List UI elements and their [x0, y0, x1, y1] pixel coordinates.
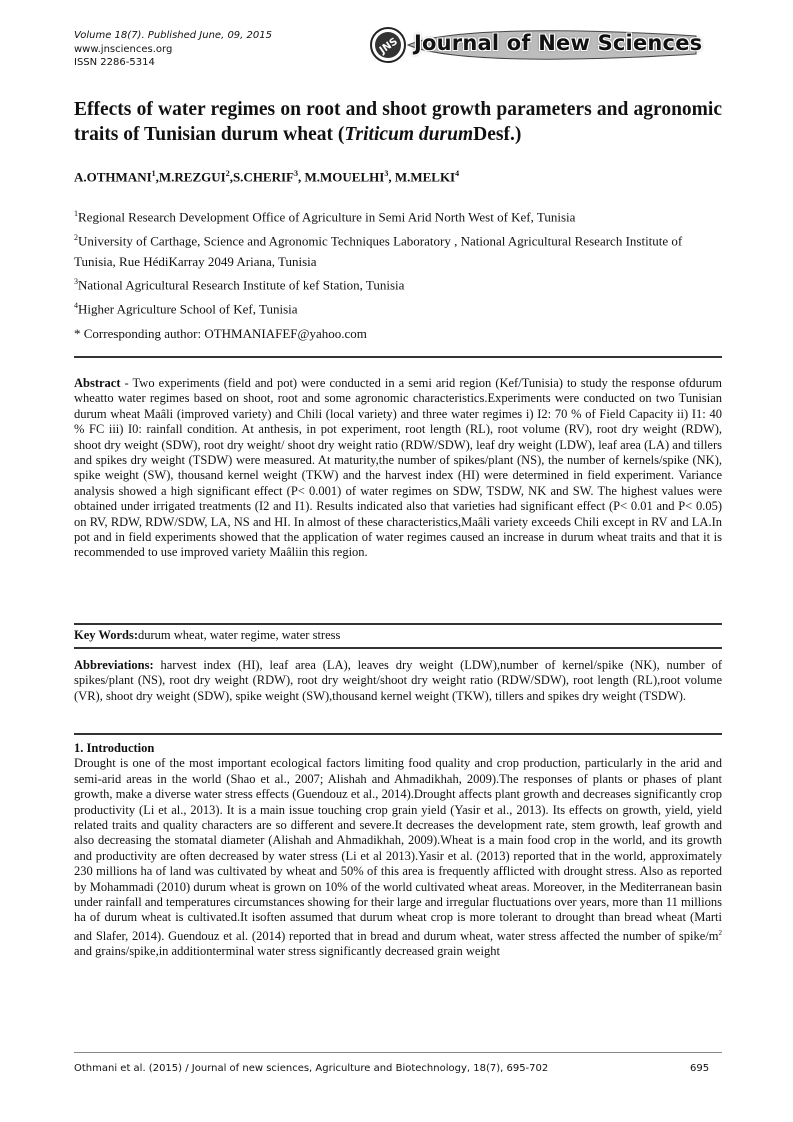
- introduction-section: [74, 741, 722, 960]
- author-name: , M.MOUELHI: [298, 169, 385, 185]
- keywords-label: Key Words:: [74, 628, 139, 642]
- keywords: [74, 628, 722, 643]
- keywords-text: durum wheat, water regime, water stress: [138, 628, 341, 642]
- page-number: 695: [690, 1063, 710, 1074]
- intro-text-cont: and grains/spike,in additionterminal water stress significantly decreased grain weight: [74, 944, 500, 959]
- affiliation: [74, 228, 722, 272]
- footer-divider: [74, 1052, 722, 1053]
- affiliation-sup: 1: [74, 209, 78, 218]
- author-name: ,M.REZGUI: [155, 169, 226, 185]
- affiliations: [74, 204, 722, 320]
- abstract-text: - Two experiments (field and pot) were conducted in a semi arid region (Kef/Tunisia) to study the response ofdurum wheatto water regimes based on shoot, root and some agronomic characteristics.Experiments were conducted on two Tunisian durum wheat Maâli (improved variety) and Chili (local variety) and three water regimes i) I2: 70 % of Field Capacity ii) I1: 40 % FC iii) I0: rainfall condition. At anthesis, in pot experiment, root length (RL), root volume (RV), root dry weight (RDW), shoot dry weight (SDW), root dry weight/ shoot dry weight ratio (RDW/SDW), leaf dry weight (LDW), leaf area (LA) and tillers and spikes dry weight (TSDW) were measured. At maturity,the number of spikes/plant (NS), the number of kernels/spike (NK), spike weight (SW), thousand kernel weight (TKW) and the harvest index (HI) were determined in field experiment. Variance analysis showed a high significant effect (P< 0.001) of water regimes on SDW, TSDW, NK and SW. The highest values were obtained under irrigated treatments (I2 and I1). Results indicated also that varieties had significant effect (P< 0.01 and P< 0.05) on RV, RDW, RDW/SDW, LA, NS and HI. In almost of these characteristics,Maâli variety exceeds Chili except in RV and LA.In pot and in field experiments showed that the application of water regimes caused an increase in durum wheat traits and that it is recommended to use improved variety Maâliin this region.: [74, 376, 722, 560]
- author-sup: 2: [225, 169, 230, 178]
- affiliation: [74, 204, 722, 228]
- affiliation-sup: 2: [74, 232, 78, 242]
- footer-citation: Othmani et al. (2015) / Journal of new sciences, Agriculture and Biotechnology, 18(7), 695-702: [74, 1063, 549, 1074]
- abstract-label: Abstract: [74, 376, 121, 390]
- abstract: [74, 376, 722, 561]
- author-sup: 3: [294, 169, 298, 178]
- abbreviations-text: harvest index (HI), leaf area (LA), leaves dry weight (LDW),number of kernel/spike (NK), number of spikes/plant (NS), root dry weight (RDW), root dry weight/shoot dry weight ratio (RDW/SDW), root length (RL),root volume (VR), shoot dry weight (SDW), spike weight (SW),thousand kernel weight (TKW), tillers and spikes dry weight (TSDW).: [74, 658, 722, 703]
- author-sup: 3: [384, 169, 389, 178]
- affiliation: [74, 272, 722, 296]
- corresponding-author: * Corresponding author: OTHMANIAFEF@yahoo.com: [74, 326, 367, 341]
- affiliation-text: Higher Agriculture School of Kef, Tunisia: [78, 301, 298, 317]
- author-list: [74, 169, 459, 185]
- affiliation-text: Regional Research Development Office of Agriculture in Semi Arid North West of Kef, Tunisia: [78, 209, 576, 225]
- logo-badge-text: JNS: [377, 36, 400, 57]
- author-sup: 4: [455, 169, 460, 178]
- journal-logo: [368, 26, 703, 64]
- affiliation-sup: 3: [74, 277, 78, 287]
- affiliation: [74, 296, 722, 320]
- introduction-paragraph: [74, 756, 722, 959]
- journal-name: Journal of New Sciences: [414, 31, 703, 55]
- divider: [74, 623, 722, 625]
- abbreviations-label: Abbreviations:: [74, 658, 154, 672]
- volume-line: Volume 18(7). Published June, 09, 2015: [74, 30, 272, 41]
- author-name: ,S.CHERIF: [229, 169, 294, 185]
- intro-text: Drought is one of the most important ecological factors limiting food quality and crop production, particularly in the arid and semi-arid areas in the world (Shao et al., 2007; Alishah and Ahmadikhah, 2009).The responses of plants or phases of plant growth, make a diverse water stress effects (Guendouz et al., 2014).Drought affects plant growth and decreases significantly crop productivity (Li et al., 2013). It is a main issue touching crop grain yield (Yasir et al., 2013). Its effects on growth, yield, yield related traits and quality characters are so different and severe.It decreases the development rate, stem growth, leaf growth and also decreasing the stomatal diameter (Alishah and Ahmadikhah, 2009).Wheat is a main food crop in the world, and its growth and productivity are often decreased by water stress (Li et al 2013).Yasir et al. (2013) reported that in the world, approximately 230 millions ha of land was cultivated by wheat and 50% of this area is frequently afflicted with drought stress. Also as reported by Mohammadi (2010) durum wheat is grown on 10% of the world cultivated wheat areas. Moreover, in the Mediterranean basin under rainfall and temperatures circumstances showing for their large and irregular fluctuations over years, more than 11 millions ha of durum wheat is cultivated.It isoften assumed that durum wheat crop is more tolerant to drought than bread wheat (Marti and Slafer, 2014). Guendouz et al. (2014) reported that in bread and durum wheat, water stress affected the number of spike/m: [74, 756, 722, 944]
- title-italic: Triticum durum: [344, 124, 474, 145]
- divider: [74, 356, 722, 358]
- title-main: Effects of water regimes on root and shoot growth parameters and agronomic traits of Tunisian durum wheat (: [74, 99, 722, 145]
- journal-header-meta: [74, 29, 272, 70]
- divider: [74, 647, 722, 649]
- website-line: www.jnsciences.org: [74, 43, 173, 55]
- intro-sup: 2: [718, 928, 722, 937]
- section-heading: 1. Introduction: [74, 741, 155, 755]
- divider: [74, 733, 722, 735]
- affiliation-text: University of Carthage, Science and Agronomic Techniques Laboratory , National Agricultural Research Institute of Tunisia, Rue HédiKarray 2049 Ariana, Tunisia: [74, 233, 683, 269]
- issn-line: ISSN 2286-5314: [74, 57, 155, 68]
- paper-title: [74, 97, 722, 147]
- abbreviations: [74, 658, 722, 704]
- author-name: , M.MELKI: [388, 169, 456, 185]
- title-end: Desf.): [473, 124, 522, 145]
- author-sup: 1: [151, 169, 156, 178]
- affiliation-text: National Agricultural Research Institute of kef Station, Tunisia: [78, 277, 405, 293]
- affiliation-sup: 4: [74, 300, 78, 310]
- author-name: A.OTHMANI: [74, 169, 152, 185]
